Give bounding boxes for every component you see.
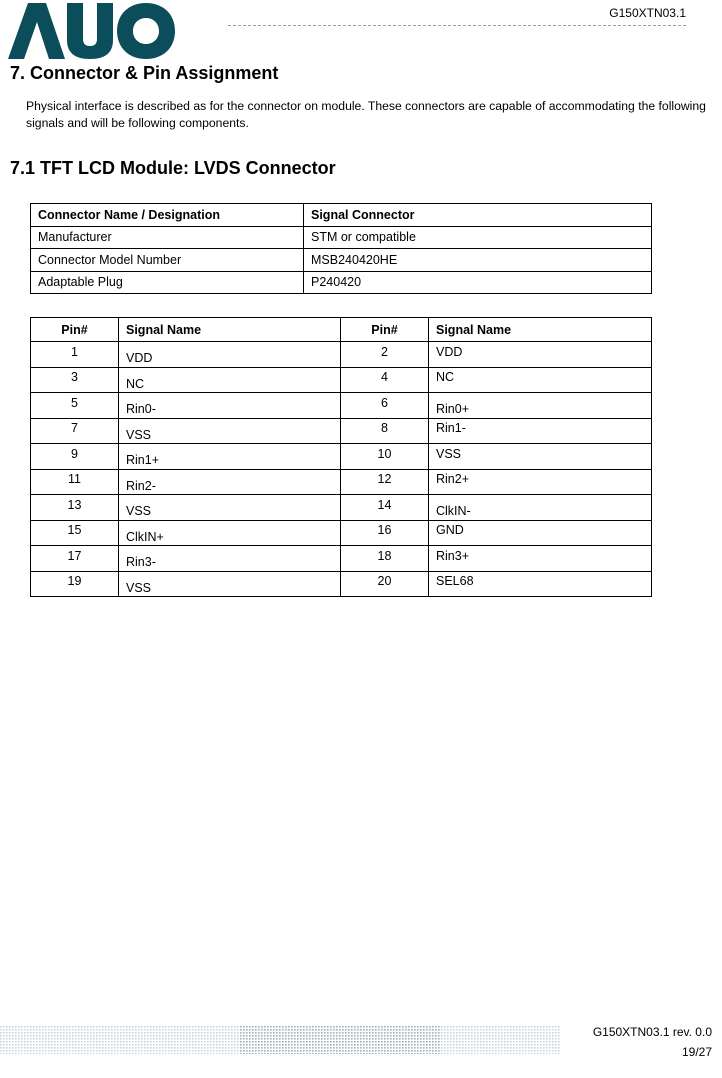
section-title: 7. Connector & Pin Assignment	[10, 63, 279, 83]
signal-name: VSS	[119, 571, 341, 597]
signal-name: ClkIN-	[429, 495, 652, 521]
footer-model-revision: G150XTN03.1 rev. 0.0	[592, 1025, 712, 1039]
signal-name: Rin2-	[119, 469, 341, 495]
table-row	[31, 342, 652, 368]
table-header-row	[31, 318, 652, 342]
signal-name: GND	[429, 520, 652, 546]
column-header: Signal Name	[429, 318, 652, 342]
signal-name: VSS	[429, 444, 652, 470]
table-row	[31, 444, 652, 470]
pin-assignment-table	[30, 317, 652, 597]
pin-number: 1	[31, 342, 119, 368]
header-divider	[228, 25, 686, 26]
table-row	[31, 393, 652, 419]
column-header: Pin#	[31, 318, 119, 342]
table-cell: Adaptable Plug	[31, 271, 304, 294]
table-row	[31, 271, 652, 294]
pin-number: 19	[31, 571, 119, 597]
table-row	[31, 249, 652, 272]
signal-name: VDD	[119, 342, 341, 368]
table-row	[31, 546, 652, 572]
table-row	[31, 367, 652, 393]
signal-name: Rin0+	[429, 393, 652, 419]
column-header: Signal Name	[119, 318, 341, 342]
table-cell: P240420	[304, 271, 652, 294]
page-number: 19/27	[681, 1045, 712, 1059]
pin-number: 13	[31, 495, 119, 521]
table-row	[31, 571, 652, 597]
pin-number: 4	[341, 367, 429, 393]
column-header: Pin#	[341, 318, 429, 342]
pin-number: 12	[341, 469, 429, 495]
pin-number: 2	[341, 342, 429, 368]
pin-number: 5	[31, 393, 119, 419]
signal-name: Rin2+	[429, 469, 652, 495]
table-row	[31, 495, 652, 521]
signal-name: Rin1+	[119, 444, 341, 470]
signal-name: Rin3+	[429, 546, 652, 572]
pin-number: 18	[341, 546, 429, 572]
pin-number: 9	[31, 444, 119, 470]
subsection-title: 7.1 TFT LCD Module: LVDS Connector	[10, 158, 336, 178]
signal-name: VDD	[429, 342, 652, 368]
table-row	[31, 520, 652, 546]
pin-number: 10	[341, 444, 429, 470]
table-cell: Connector Model Number	[31, 249, 304, 272]
table-cell: MSB240420HE	[304, 249, 652, 272]
pin-number: 14	[341, 495, 429, 521]
pin-number: 17	[31, 546, 119, 572]
connector-info-table	[30, 203, 652, 294]
pin-number: 20	[341, 571, 429, 597]
signal-name: NC	[429, 367, 652, 393]
pin-number: 11	[31, 469, 119, 495]
header-model-number: G150XTN03.1	[609, 6, 686, 20]
auo-logo	[8, 2, 176, 60]
table-header-row	[31, 204, 652, 227]
signal-name: Rin1-	[429, 418, 652, 444]
column-header: Signal Connector	[304, 204, 652, 227]
pin-number: 7	[31, 418, 119, 444]
table-cell: Manufacturer	[31, 226, 304, 249]
intro-paragraph: Physical interface is described as for the connector on module. These connectors are capable of accommodating the following signals and will be following components.	[26, 99, 706, 130]
signal-name: NC	[119, 367, 341, 393]
signal-name: VSS	[119, 495, 341, 521]
signal-name: SEL68	[429, 571, 652, 597]
table-row	[31, 418, 652, 444]
pin-number: 3	[31, 367, 119, 393]
table-row	[31, 469, 652, 495]
pin-number: 6	[341, 393, 429, 419]
footer-dotted-band	[0, 1026, 560, 1054]
signal-name: Rin0-	[119, 393, 341, 419]
column-header: Connector Name / Designation	[31, 204, 304, 227]
pin-number: 16	[341, 520, 429, 546]
pin-number: 15	[31, 520, 119, 546]
signal-name: ClkIN+	[119, 520, 341, 546]
signal-name: Rin3-	[119, 546, 341, 572]
signal-name: VSS	[119, 418, 341, 444]
table-row	[31, 226, 652, 249]
pin-number: 8	[341, 418, 429, 444]
table-cell: STM or compatible	[304, 226, 652, 249]
